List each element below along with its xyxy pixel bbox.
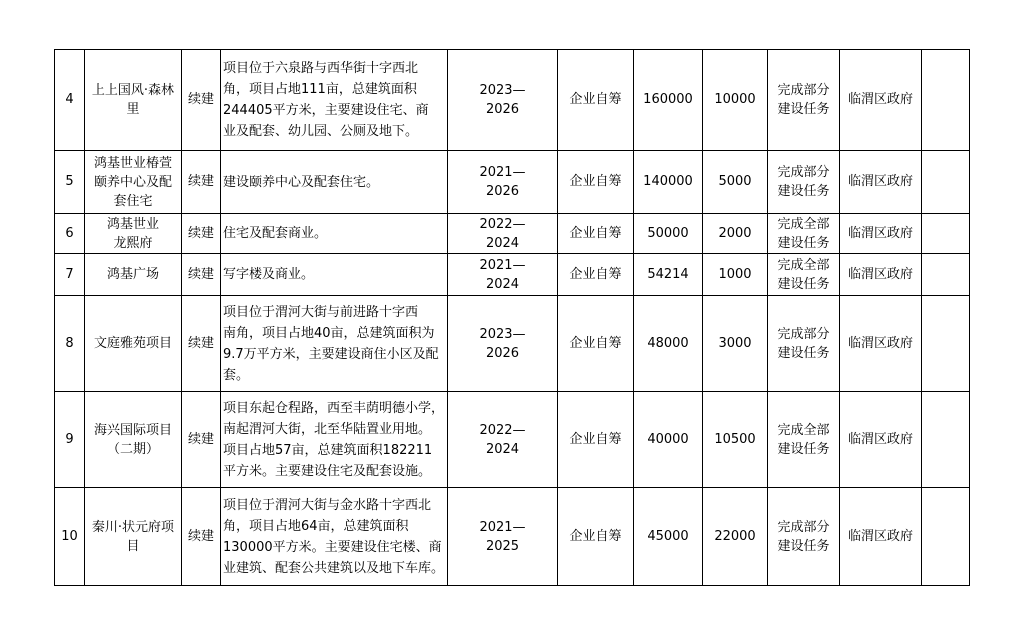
note-cell: [922, 50, 970, 151]
table-row: [55, 392, 970, 488]
table-row: [55, 296, 970, 392]
project-name: 鸿基世业 龙熙府: [85, 214, 182, 254]
construction-status: 续建: [182, 296, 221, 392]
responsible-unit: 临渭区政府: [840, 392, 922, 488]
total-investment: 160000: [634, 50, 703, 151]
responsible-unit: 临渭区政府: [840, 254, 922, 296]
funding-source: 企业自筹: [558, 392, 634, 488]
row-number: 10: [55, 488, 85, 586]
project-name: 鸿基广场: [85, 254, 182, 296]
row-number: 7: [55, 254, 85, 296]
project-description: 建设颐养中心及配套住宅。: [221, 151, 448, 214]
table-row: [55, 151, 970, 214]
construction-status: 续建: [182, 151, 221, 214]
progress-goal: 完成全部 建设任务: [768, 214, 840, 254]
construction-period: 2023— 2026: [448, 296, 558, 392]
construction-period: 2023— 2026: [448, 50, 558, 151]
construction-status: 续建: [182, 392, 221, 488]
annual-investment: 2000: [703, 214, 768, 254]
project-name: 上上国风·森林 里: [85, 50, 182, 151]
annual-investment: 10000: [703, 50, 768, 151]
project-description: 写字楼及商业。: [221, 254, 448, 296]
project-description: 项目东起仓程路，西至丰荫明德小学， 南起渭河大街，北至华陆置业用地。 项目占地57亩，总建筑面积182211 平方米。主要建设住宅及配套设施。: [221, 392, 448, 488]
total-investment: 48000: [634, 296, 703, 392]
note-cell: [922, 254, 970, 296]
annual-investment: 22000: [703, 488, 768, 586]
funding-source: 企业自筹: [558, 488, 634, 586]
table-row: [55, 50, 970, 151]
construction-status: 续建: [182, 50, 221, 151]
responsible-unit: 临渭区政府: [840, 50, 922, 151]
row-number: 6: [55, 214, 85, 254]
construction-period: 2021— 2024: [448, 254, 558, 296]
total-investment: 50000: [634, 214, 703, 254]
note-cell: [922, 488, 970, 586]
construction-status: 续建: [182, 488, 221, 586]
row-number: 9: [55, 392, 85, 488]
construction-period: 2022— 2024: [448, 214, 558, 254]
project-description: 住宅及配套商业。: [221, 214, 448, 254]
construction-status: 续建: [182, 254, 221, 296]
row-number: 4: [55, 50, 85, 151]
progress-goal: 完成全部 建设任务: [768, 392, 840, 488]
progress-goal: 完成部分 建设任务: [768, 296, 840, 392]
construction-status: 续建: [182, 214, 221, 254]
total-investment: 45000: [634, 488, 703, 586]
total-investment: 54214: [634, 254, 703, 296]
progress-goal: 完成部分 建设任务: [768, 151, 840, 214]
funding-source: 企业自筹: [558, 151, 634, 214]
project-description: 项目位于渭河大街与前进路十字西 南角，项目占地40亩，总建筑面积为 9.7万平方米，主要建设商住小区及配 套。: [221, 296, 448, 392]
responsible-unit: 临渭区政府: [840, 214, 922, 254]
construction-period: 2021— 2025: [448, 488, 558, 586]
project-table: [54, 49, 970, 586]
annual-investment: 1000: [703, 254, 768, 296]
total-investment: 40000: [634, 392, 703, 488]
construction-period: 2022— 2024: [448, 392, 558, 488]
table-row: [55, 214, 970, 254]
project-name: 文庭雅苑项目: [85, 296, 182, 392]
project-name: 鸿基世业椿萱 颐养中心及配 套住宅: [85, 151, 182, 214]
progress-goal: 完成部分 建设任务: [768, 50, 840, 151]
note-cell: [922, 214, 970, 254]
progress-goal: 完成全部 建设任务: [768, 254, 840, 296]
funding-source: 企业自筹: [558, 50, 634, 151]
note-cell: [922, 151, 970, 214]
construction-period: 2021— 2026: [448, 151, 558, 214]
progress-goal: 完成部分 建设任务: [768, 488, 840, 586]
project-description: 项目位于渭河大街与金水路十字西北 角，项目占地64亩，总建筑面积 130000平方米。主要建设住宅楼、商 业建筑、配套公共建筑以及地下车库。: [221, 488, 448, 586]
responsible-unit: 临渭区政府: [840, 488, 922, 586]
project-name: 海兴国际项目 （二期）: [85, 392, 182, 488]
table-row: [55, 254, 970, 296]
responsible-unit: 临渭区政府: [840, 296, 922, 392]
note-cell: [922, 296, 970, 392]
row-number: 5: [55, 151, 85, 214]
funding-source: 企业自筹: [558, 214, 634, 254]
funding-source: 企业自筹: [558, 254, 634, 296]
annual-investment: 10500: [703, 392, 768, 488]
responsible-unit: 临渭区政府: [840, 151, 922, 214]
total-investment: 140000: [634, 151, 703, 214]
annual-investment: 5000: [703, 151, 768, 214]
project-name: 秦川·状元府项 目: [85, 488, 182, 586]
note-cell: [922, 392, 970, 488]
project-description: 项目位于六泉路与西华街十字西北 角，项目占地111亩，总建筑面积 244405平方米，主要建设住宅、商 业及配套、幼儿园、公厕及地下。: [221, 50, 448, 151]
annual-investment: 3000: [703, 296, 768, 392]
project-table-body: [55, 50, 970, 586]
funding-source: 企业自筹: [558, 296, 634, 392]
row-number: 8: [55, 296, 85, 392]
table-row: [55, 488, 970, 586]
